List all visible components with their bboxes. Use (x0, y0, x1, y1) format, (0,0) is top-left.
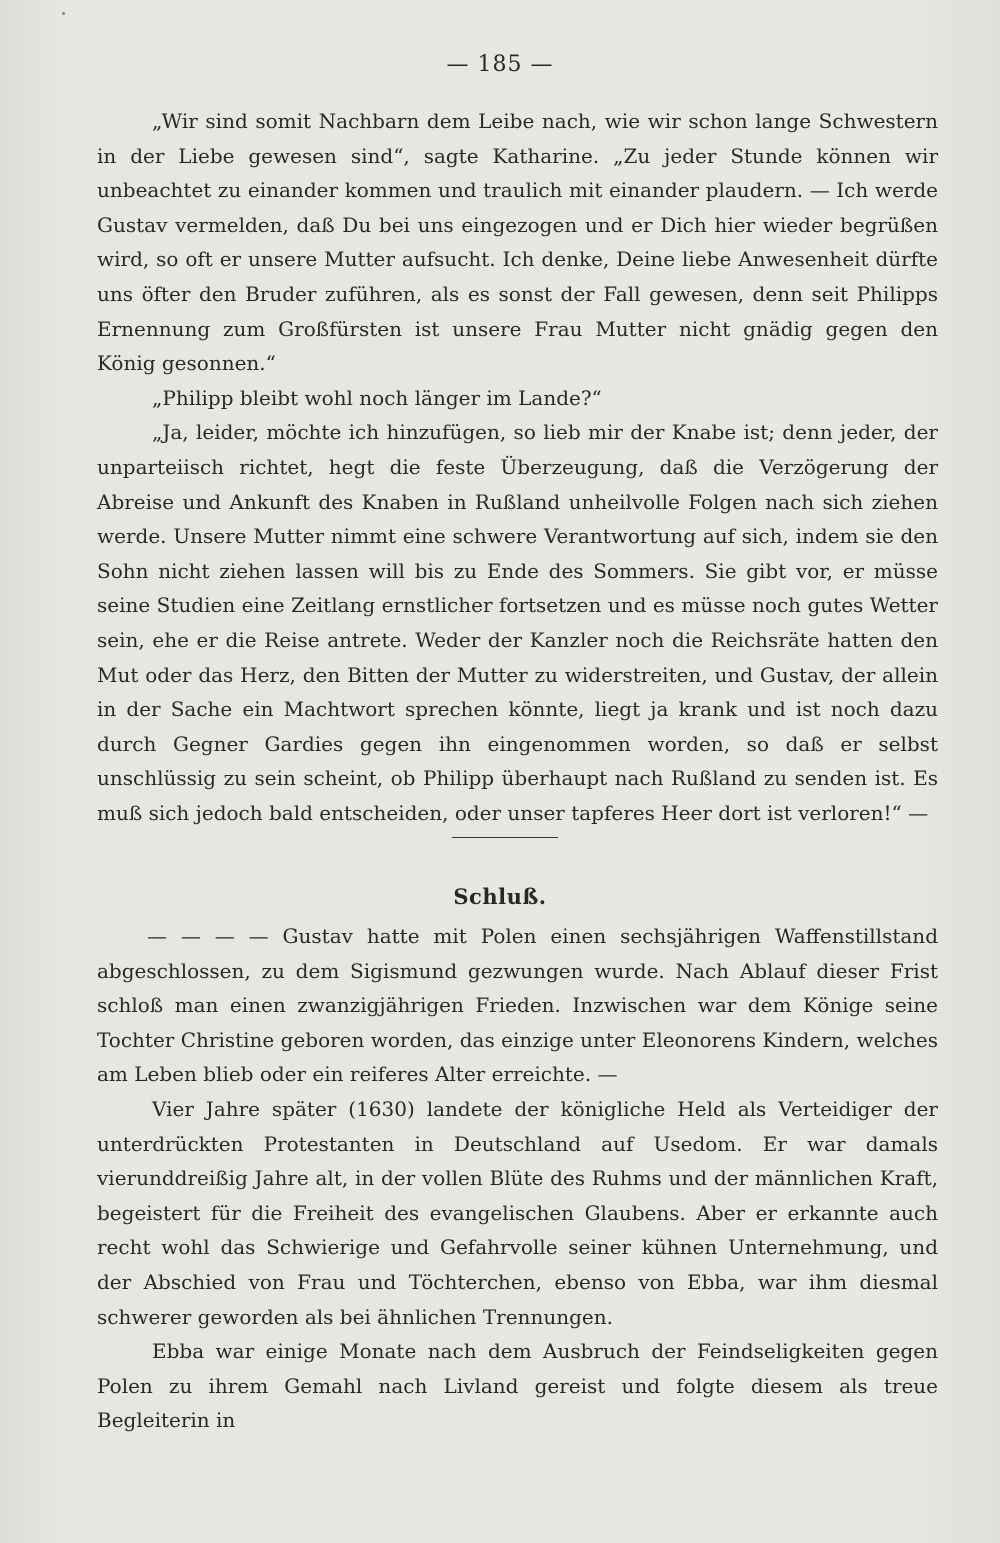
paragraph: „Philipp bleibt wohl noch länger im Lande?“ (152, 385, 602, 410)
paragraph: — — — — Gustav hatte mit Polen einen sechsjährigen Waffenstillstand abgeschlossen, zu dem Sigismund gezwungen wurde. Nach Ablauf dieser Frist schloß man einen zwanzigjährigen Frieden. Inzwischen war dem Könige seine Tochter Christine geboren worden, das einzige unter Eleonorens Kindern, welches am Leben blieb oder ein reiferes Alter erreichte. — (97, 924, 938, 1087)
section-title: Schluß. (453, 884, 547, 909)
paragraph: „Ja, leider, möchte ich hinzufügen, so lieb mir der Knabe ist; denn jeder, der unparteiisch richtet, hegt die feste Überzeugung, daß die Verzögerung der Abreise und Ankunft des Knaben in Rußland unheilvolle Folgen nach sich ziehen werde. Unsere Mutter nimmt eine schwere Verantwortung auf sich, indem sie den Sohn nicht ziehen lassen will bis zu Ende des Sommers. Sie gibt vor, er müsse seine Studien eine Zeitlang ernstlicher fortsetzen und es müsse noch gutes Wetter sein, ehe er die Reise antrete. Weder der Kanzler noch die Reichsräte hatten den Mut oder das Herz, den Bitten der Mutter zu widerstreiten, und Gustav, der allein in der Sache ein Machtwort sprechen könnte, liegt ja krank und ist noch dazu durch Gegner Gardies gegen ihn eingenommen worden, so daß er selbst unschlüssig zu sein scheint, ob Philipp überhaupt nach Rußland zu senden ist. Es muß sich jedoch bald entscheiden, oder unser tapferes Heer dort ist verloren!“ — (97, 420, 938, 825)
paper-speck (62, 12, 65, 15)
page-number: — 185 — (446, 52, 554, 77)
paragraph: Vier Jahre später (1630) landete der königliche Held als Verteidiger der unterdrückten Protestanten in Deutschland auf Usedom. Er war damals vierunddreißig Jahre alt, in der vollen Blüte des Ruhms und der männlichen Kraft, begeistert für die Freiheit des evangelischen Glaubens. Aber er erkannte auch recht wohl das Schwierige und Gefahrvolle seiner kühnen Unternehmung, und der Abschied von Frau und Töchterchen, ebenso von Ebba, war ihm diesmal schwerer geworden als bei ähnlichen Trennungen. (97, 1096, 938, 1329)
text-block-conclusion (97, 919, 938, 1438)
paragraph: „Wir sind somit Nachbarn dem Leibe nach, wie wir schon lange Schwestern in der Liebe gewesen sind“, sagte Katharine. „Zu jeder Stunde können wir unbeachtet zu einander kommen und traulich mit einander plaudern. — Ich werde Gustav vermelden, daß Du bei uns eingezogen und er Dich hier wieder begrüßen wird, so oft er unsere Mutter aufsucht. Ich denke, Deine liebe Anwesenheit dürfte uns öfter den Bruder zuführen, als es sonst der Fall gewesen, denn seit Philipps Ernennung zum Großfürsten ist unsere Frau Mutter nicht gnädig gegen den König gesonnen.“ (97, 109, 938, 376)
paragraph: Ebba war einige Monate nach dem Ausbruch der Feindseligkeiten gegen Polen zu ihrem Gemahl nach Livland gereist und folgte diesem als treue Begleiterin in (97, 1339, 938, 1433)
text-block-dialogue (97, 104, 938, 830)
section-divider (452, 837, 558, 838)
